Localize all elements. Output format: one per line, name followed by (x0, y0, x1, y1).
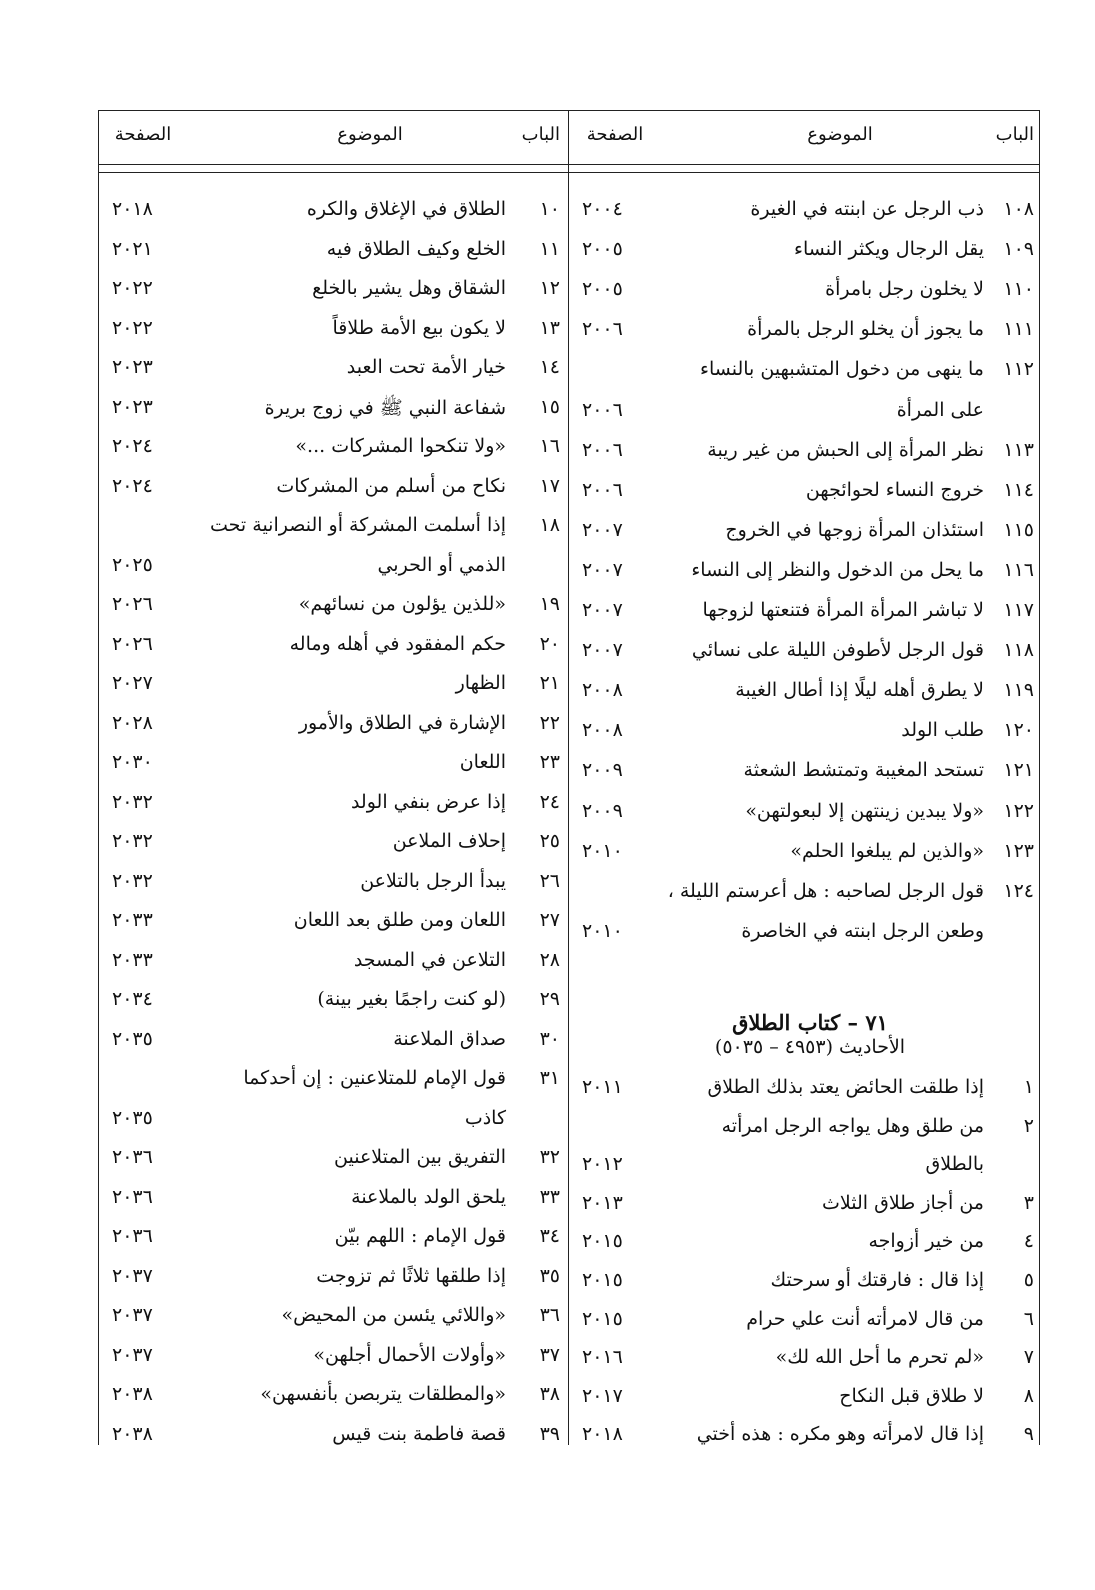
chapter-number: ١٤ (539, 356, 560, 378)
header-bab-left: الباب (521, 124, 560, 145)
chapter-number: ١٠ (539, 198, 560, 220)
page-number: ٢٠٣٦ (112, 1146, 153, 1168)
page-number: ٢٠٠٧ (582, 639, 623, 662)
page-number: ٢٠١٨ (582, 1423, 623, 1446)
chapter-number: ١١٨ (1003, 639, 1034, 662)
chapter-number: ١ (1023, 1076, 1034, 1098)
page-number: ٢٠٠٩ (582, 799, 623, 822)
chapter-number: ١٥ (539, 395, 560, 418)
chapter-number: ٢٢ (539, 711, 560, 734)
page-number: ٢٠٠٧ (582, 518, 623, 541)
chapter-title: إذا طلقها ثلاثًا ثم تزوجت (316, 1264, 506, 1287)
chapter-title: اللعان (459, 751, 506, 773)
page-number: ٢٠٣٦ (112, 1225, 153, 1247)
chapter-number: ٣٥ (539, 1264, 560, 1287)
chapter-number: ٦ (1023, 1307, 1034, 1330)
page-number: ٢٠٣٤ (112, 988, 153, 1010)
chapter-title: «للذين يؤلون من نسائهم» (298, 593, 506, 615)
chapter-number: ١٧ (539, 474, 560, 497)
chapter-number: ٣٧ (539, 1343, 560, 1366)
chapter-title: (لو كنت راجمًا بغير بينة) (317, 988, 506, 1010)
page-number: ٢٠٣٢ (112, 790, 153, 813)
chapter-title: ما ينهى من دخول المتشبهين بالنساء (700, 358, 984, 381)
chapter-number: ٢٠ (539, 632, 560, 655)
list-item (100, 277, 564, 313)
chapter-title: التفريق بين المتلاعنين (334, 1146, 506, 1168)
chapter-title: لا تباشر المرأة المرأة فتنعتها لزوجها (702, 599, 984, 621)
chapter-number: ١٢٤ (1003, 879, 1034, 902)
list-item (570, 1115, 1036, 1151)
chapter-number: ١٢١ (1003, 759, 1034, 782)
chapter-number: ١١١ (1003, 318, 1034, 341)
header-rule-double (98, 172, 1040, 173)
page-number: ٢٠٢٦ (112, 593, 153, 615)
chapter-number: ١٠٩ (1003, 238, 1034, 261)
list-item (100, 356, 564, 392)
chapter-title: التلاعن في المسجد (353, 948, 506, 971)
chapter-title: قول الإمام : اللهم بيّن (334, 1225, 506, 1247)
chapter-number: ٢٩ (539, 988, 560, 1010)
page-number: ٢٠٢٦ (112, 632, 153, 655)
chapter-number: ١٦ (539, 435, 560, 457)
page-number: ٢٠٣٧ (112, 1304, 153, 1326)
chapter-title: «لم تحرم ما أحل الله لك» (775, 1346, 984, 1369)
list-item (570, 1230, 1036, 1266)
page-number: ٢٠١٥ (582, 1307, 623, 1330)
chapter-number: ١٢ (539, 277, 560, 299)
list-item (570, 439, 1036, 475)
chapter-number: ٢٥ (539, 830, 560, 852)
chapter-title: «ولا يبدين زينتهن إلا لبعولتهن» (745, 799, 984, 822)
chapter-number: ٣٩ (539, 1422, 560, 1445)
list-item (570, 1153, 1036, 1189)
list-item (100, 435, 564, 471)
list-item (570, 1423, 1036, 1459)
chapter-number: ٣١ (539, 1067, 560, 1089)
chapter-title: لا طلاق قبل النكاح (839, 1384, 984, 1407)
chapter-title: يقل الرجال ويكثر النساء (794, 238, 984, 261)
list-item (570, 1308, 1036, 1344)
list-item (100, 593, 564, 629)
page-number: ٢٠٣٠ (112, 751, 153, 773)
list-item (100, 238, 564, 274)
list-item (570, 399, 1036, 435)
page-number: ٢٠١٥ (582, 1269, 623, 1291)
chapter-title: لا يكون بيع الأمة طلاقاً (332, 316, 506, 339)
list-item (100, 1383, 564, 1419)
chapter-number: ٢٤ (539, 790, 560, 813)
chapter-title: الإشارة في الطلاق والأمور (298, 711, 506, 734)
list-item (570, 318, 1036, 354)
page-number: ٢٠٢٤ (112, 435, 153, 457)
chapter-title: إحلاف الملاعن (392, 830, 506, 852)
page-number: ٢٠٢٣ (112, 395, 153, 418)
list-item (100, 554, 564, 590)
page-number: ٢٠١٣ (582, 1191, 623, 1214)
list-item (570, 1385, 1036, 1421)
list-item (570, 1192, 1036, 1228)
chapter-number: ١٣ (539, 316, 560, 339)
chapter-number: ٣٠ (539, 1027, 560, 1050)
list-item (100, 475, 564, 511)
page-number: ٢٠٣٧ (112, 1343, 153, 1366)
page-number: ٢٠٣٢ (112, 869, 153, 892)
header-safha-right: الصفحة (586, 124, 644, 145)
page-number: ٢٠٣٨ (112, 1422, 153, 1445)
chapter-title: لا يخلون رجل بامرأة (825, 278, 984, 301)
page-number: ٢٠٢٣ (112, 356, 153, 378)
chapter-number: ٣ (1023, 1191, 1034, 1214)
chapter-title: من أجاز طلاق الثلاث (822, 1191, 984, 1214)
chapter-title: استئذان المرأة زوجها في الخروج (725, 518, 984, 541)
page-number: ٢٠٢٤ (112, 474, 153, 497)
list-item (100, 1067, 564, 1103)
page-number: ٢٠٣٧ (112, 1264, 153, 1287)
chapter-number: ١٩ (539, 593, 560, 615)
chapter-number: ٣٢ (539, 1146, 560, 1168)
page-number: ٢٠٠٧ (582, 558, 623, 581)
page-number: ٢٠٣٥ (112, 1027, 153, 1050)
chapter-title: ذب الرجل عن ابنته في الغيرة (750, 198, 984, 220)
chapter-number: ١١٩ (1003, 679, 1034, 702)
header-safha-left: الصفحة (114, 124, 172, 145)
chapter-number: ٣٤ (539, 1225, 560, 1247)
list-item (570, 840, 1036, 876)
page-number: ٢٠٢١ (112, 237, 153, 260)
chapter-title: «والذين لم يبلغوا الحلم» (790, 839, 984, 862)
chapter-title: قول الإمام للمتلاعنين : إن أحدكما (243, 1067, 506, 1089)
chapter-title: طلب الولد (901, 719, 984, 742)
section-title: ٧١ – كتاب الطلاق (732, 1010, 888, 1035)
chapter-number: ٤ (1023, 1230, 1034, 1253)
header-bab-right: الباب (995, 124, 1034, 145)
chapter-number: ٢ (1023, 1114, 1034, 1137)
chapter-title: الظهار (455, 672, 506, 694)
page-number: ٢٠١٧ (582, 1384, 623, 1407)
page-number: ٢٠٠٥ (582, 278, 623, 301)
chapter-title: خروج النساء لحوائجهن (805, 478, 984, 501)
chapter-title: «والمطلقات يتربصن بأنفسهن» (260, 1383, 506, 1405)
chapter-title: حكم المفقود في أهله وماله (289, 632, 506, 655)
chapter-number: ٨ (1023, 1384, 1034, 1407)
list-item (570, 238, 1036, 274)
page-number: ٢٠٣٥ (112, 1106, 153, 1129)
list-item (100, 1344, 564, 1380)
page-number: ٢٠٠٨ (582, 679, 623, 702)
chapter-title: يبدأ الرجل بالتلاعن (360, 869, 506, 892)
chapter-title: يلحق الولد بالملاعنة (351, 1185, 506, 1208)
chapter-title: الخلع وكيف الطلاق فيه (326, 237, 506, 260)
chapter-title: «ولا تنكحوا المشركات ...» (295, 435, 506, 457)
page-number: ٢٠٠٦ (582, 398, 623, 421)
list-item (570, 479, 1036, 515)
header-mawdu-left: الموضوع (337, 124, 403, 145)
chapter-number: ٣٣ (539, 1185, 560, 1208)
page-number: ٢٠٢٨ (112, 711, 153, 734)
chapter-title: كاذب (464, 1106, 506, 1129)
column-divider (568, 110, 569, 1445)
list-item (100, 949, 564, 985)
chapter-title: خيار الأمة تحت العبد (346, 356, 506, 378)
list-item (570, 1269, 1036, 1305)
chapter-title: بالطلاق (925, 1153, 984, 1176)
page-number: ٢٠٠٨ (582, 719, 623, 742)
chapter-title: ما يحل من الدخول والنظر إلى النساء (691, 558, 984, 581)
list-item (100, 1186, 564, 1222)
chapter-title: إذا قال لامرأته وهو مكره : هذه أختي (696, 1423, 984, 1446)
chapter-number: ٢١ (539, 672, 560, 694)
list-item (100, 514, 564, 550)
header-rule (98, 164, 1040, 165)
list-item (570, 358, 1036, 394)
page-number: ٢٠٣٣ (112, 909, 153, 931)
chapter-number: ١٢٣ (1003, 839, 1034, 862)
chapter-title: إذا عرض بنفي الولد (350, 790, 506, 813)
list-item (100, 988, 564, 1024)
chapter-title: «وأولات الأحمال أجلهن» (313, 1343, 506, 1366)
page-number: ٢٠٠٩ (582, 759, 623, 782)
page-number: ٢٠٠٥ (582, 238, 623, 261)
chapter-number: ٢٦ (539, 869, 560, 892)
chapter-number: ١١٢ (1003, 358, 1034, 381)
chapter-title: إذا طلقت الحائض يعتد بذلك الطلاق (707, 1076, 984, 1098)
chapter-title: وطعن الرجل ابنته في الخاصرة (741, 919, 984, 942)
list-item (100, 198, 564, 234)
page-number: ٢٠٣٣ (112, 948, 153, 971)
page-number: ٢٠٣٦ (112, 1185, 153, 1208)
chapter-number: ١١٥ (1003, 518, 1034, 541)
chapter-number: ١١٦ (1003, 558, 1034, 581)
list-item (100, 396, 564, 432)
page-number: ٢٠٠٦ (582, 478, 623, 501)
chapter-title: لا يطرق أهله ليلًا إذا أطال الغيبة (735, 679, 984, 702)
list-item (100, 909, 564, 945)
list-item (570, 599, 1036, 635)
chapter-number: ١١ (539, 237, 560, 260)
list-item (100, 672, 564, 708)
header-mawdu-right: الموضوع (807, 124, 873, 145)
chapter-number: ٥ (1023, 1269, 1034, 1291)
section-subtitle: الأحاديث (٤٩٥٣ – ٥٠٣٥) (714, 1036, 906, 1058)
list-item (100, 1304, 564, 1340)
list-item (100, 870, 564, 906)
chapter-title: «واللائي يئسن من المحيض» (281, 1304, 506, 1326)
chapter-number: ١١٧ (1003, 599, 1034, 621)
list-item (570, 559, 1036, 595)
list-item (570, 1076, 1036, 1112)
chapter-title: نكاح من أسلم من المشركات (276, 474, 506, 497)
list-item (570, 639, 1036, 675)
list-item (100, 1225, 564, 1261)
chapter-number: ٢٨ (539, 948, 560, 971)
chapter-number: ١١٠ (1003, 278, 1034, 301)
chapter-title: قول الرجل لصاحبه : هل أعرستم الليلة ، (667, 879, 984, 902)
page-number: ٢٠٣٨ (112, 1383, 153, 1405)
chapter-number: ٢٣ (539, 751, 560, 773)
chapter-title: على المرأة (896, 398, 984, 421)
chapter-number: ٣٨ (539, 1383, 560, 1405)
page-number: ٢٠١١ (582, 1076, 623, 1098)
list-item (100, 751, 564, 787)
list-item (100, 1146, 564, 1182)
chapter-number: ١٨ (539, 514, 560, 536)
list-item (100, 317, 564, 353)
chapter-number: ٧ (1023, 1346, 1034, 1369)
list-item (570, 759, 1036, 795)
chapter-number: ٣٦ (539, 1304, 560, 1326)
page-number: ٢٠١٥ (582, 1230, 623, 1253)
chapter-title: قصة فاطمة بنت قيس (332, 1422, 506, 1445)
list-item (570, 880, 1036, 916)
list-item (100, 791, 564, 827)
chapter-title: من طلق وهل يواجه الرجل امرأته (721, 1114, 984, 1137)
chapter-number: ١٢٢ (1003, 799, 1034, 822)
chapter-title: اللعان ومن طلق بعد اللعان (293, 909, 506, 931)
page-number: ٢٠٢٢ (112, 316, 153, 339)
list-item (100, 1265, 564, 1301)
chapter-title: صداق الملاعنة (393, 1027, 506, 1050)
chapter-title: ما يجوز أن يخلو الرجل بالمرأة (747, 318, 984, 341)
list-item (570, 679, 1036, 715)
list-item (570, 1346, 1036, 1382)
page-number: ٢٠٢٥ (112, 553, 153, 576)
list-item (100, 1028, 564, 1064)
page-number: ٢٠٣٢ (112, 830, 153, 852)
chapter-number: ١٢٠ (1003, 719, 1034, 742)
page-number: ٢٠٢٢ (112, 277, 153, 299)
chapter-number: ٩ (1023, 1423, 1034, 1446)
list-item (570, 719, 1036, 755)
chapter-title: الشقاق وهل يشير بالخلع (312, 277, 506, 299)
chapter-title: الطلاق في الإغلاق والكره (306, 198, 506, 220)
chapter-title: إذا أسلمت المشركة أو النصرانية تحت (210, 514, 506, 536)
chapter-number: ١١٤ (1003, 478, 1034, 501)
page-number: ٢٠٠٦ (582, 438, 623, 461)
page-number: ٢٠٠٦ (582, 318, 623, 341)
chapter-title: من قال لامرأته أنت علي حرام (746, 1307, 984, 1330)
chapter-title: تستحد المغيبة وتمتشط الشعثة (743, 759, 984, 782)
page-number: ٢٠٢٧ (112, 672, 153, 694)
list-item (570, 920, 1036, 956)
list-item (570, 278, 1036, 314)
list-item (100, 1423, 564, 1459)
chapter-title: نظر المرأة إلى الحبش من غير ريبة (707, 438, 984, 461)
page-number: ٢٠١٦ (582, 1346, 623, 1369)
page-number: ٢٠١٨ (112, 198, 153, 220)
list-item (100, 712, 564, 748)
chapter-title: شفاعة النبي ﷺ في زوج بريرة (264, 396, 506, 419)
page-number: ٢٠٠٧ (582, 599, 623, 621)
list-item (100, 633, 564, 669)
chapter-number: ١٠٨ (1003, 198, 1034, 220)
page-number: ٢٠١٢ (582, 1153, 623, 1176)
list-item (570, 198, 1036, 234)
list-item (100, 1107, 564, 1143)
chapter-title: الذمي أو الحربي (377, 553, 506, 576)
chapter-number: ١١٣ (1003, 438, 1034, 461)
page-number: ٢٠١٠ (582, 839, 623, 862)
chapter-number: ٢٧ (539, 909, 560, 931)
page-number: ٢٠١٠ (582, 919, 623, 942)
chapter-title: قول الرجل لأطوفن الليلة على نسائي (691, 639, 984, 662)
page-number: ٢٠٠٤ (582, 198, 623, 220)
chapter-title: من خير أزواجه (868, 1230, 984, 1253)
chapter-title: إذا قال : فارقتك أو سرحتك (770, 1269, 984, 1291)
list-item (570, 800, 1036, 836)
list-item (570, 519, 1036, 555)
list-item (100, 830, 564, 866)
